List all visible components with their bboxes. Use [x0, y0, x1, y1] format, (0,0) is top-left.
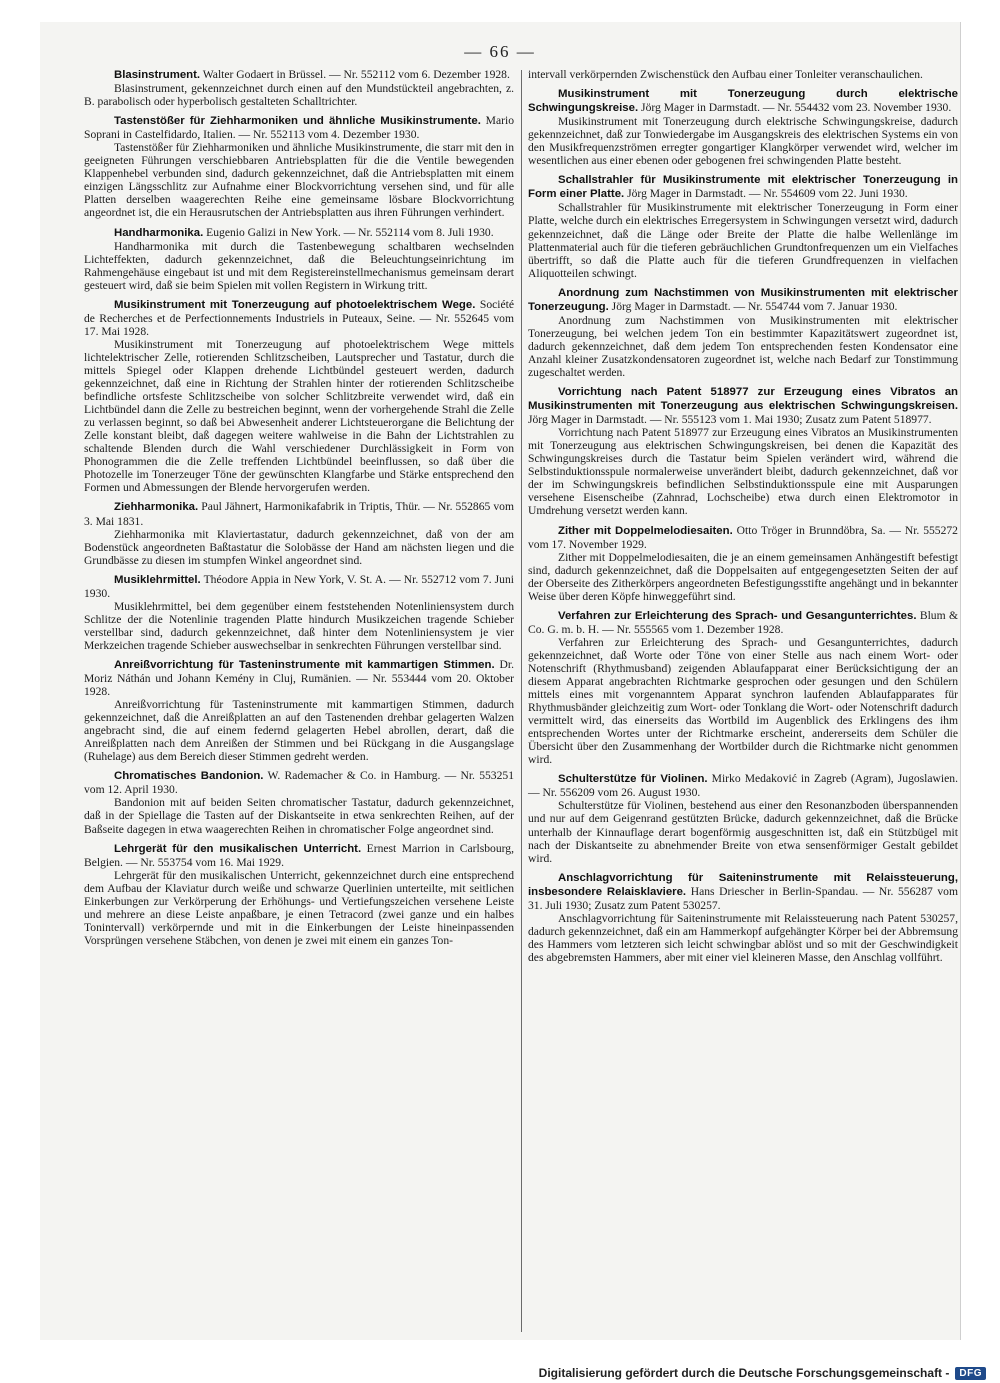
entry-title: Musiklehrmittel. — [114, 573, 201, 586]
entry-title: Handharmonika. — [114, 226, 204, 239]
patent-entry — [84, 114, 514, 219]
entry-claim: Blasinstrument, gekennzeichnet durch einen auf den Mundstückteil angebrachten, z. B. parabolisch oder hyperbolisch gestalteten Schalltrichter. — [84, 82, 514, 109]
entry-heading — [84, 500, 514, 527]
entry-claim: Schulterstütze für Violinen, bestehend aus einer den Resonanzboden überspannenden und nur auf dem Geigenrand gestützten Brücke, dadurch gekennzeichnet, daß die Brücke unterhalb der Kinnauflage derart bogenförmig ausgeschnitten ist, daß ein Stützbügel mit nach der Diskantseite zu abnehmender Breite von etwa sensenförmiger Gestalt gebildet wird. — [528, 799, 958, 865]
entry-applicant: Jörg Mager in Darmstadt. — Nr. 554432 vom 23. November 1930. — [638, 101, 952, 115]
entry-applicant: Société de Recherches et de Perfectionnements Industriels in Puteaux, Seine. — Nr. 552645 vom 17. Mai 1928. — [84, 297, 514, 338]
entry-applicant: W. Rademacher & Co. in Hamburg. — Nr. 553251 vom 12. April 1930. — [84, 769, 514, 797]
entry-applicant: Hans Driescher in Berlin-Spandau. — Nr. 556287 vom 31. Juli 1930; Zusatz zum Patent 530257. — [528, 884, 959, 912]
entry-claim: Verfahren zur Erleichterung des Sprach- und Gesangunterrichtes, dadurch gekennzeichnet, daß Worte oder Töne von einer Stelle aus nach einem Wort- oder Notenschrift (Rhythmusband) zeigenden Ablaufapparat einer Berücksichtigung der an diesem Apparat angebrachten Richtmarke gesprochen oder gesungen und den Schülern mittels eines mit vorgenanntem Apparat synchron laufenden Ablaufapparates für Rhythmusbänder gleichzeitig zum Wort- oder Tonklang die Wort- oder Notenschrift dadurch vermittelt wird, das einerseits das Wortbild im Augenblick des Erklingens des ihm entsprechenden Wortes unter der Richtmarke erscheint, andererseits dem Schüler die Übersicht über den Zusammenhang der Wortbilder durch die Richtmarke nicht genommen wird. — [528, 635, 958, 767]
entry-claim: Lehrgerät für den musikalischen Unterricht, gekennzeichnet durch eine entsprechend dem Aufbau der Klaviatur durch weiße und schwarze Querlinien unterteilte, mit seitlichen Einkerbungen zur Verkörperung der Erhöhungs- und Vertiefungszeichen versehene Leiste und mehrere an diese Leiste anpaßbare, je einen Tetracord (zwei ganze und ein halbes Tonintervall) verkörpernde und mit in die Einkerbungen der Leiste hineinpassenden Vorsprüngen versehene Stäbchen, von denen je zwei mit einem ein ganzes Ton- — [84, 868, 514, 947]
entry-title: Blasinstrument. — [114, 69, 201, 81]
patent-entry — [84, 500, 514, 566]
patent-entry — [528, 87, 958, 167]
entry-applicant: Eugenio Galizi in New York. — Nr. 552114 vom 8. Juli 1930. — [203, 225, 494, 239]
entry-claim: intervall verkörpernden Zwischenstück den Aufbau einer Tonleiter veranschaulichen. — [528, 68, 923, 81]
entry-heading — [84, 573, 514, 600]
entry-title: Lehrgerät für den musikalischen Unterricht. — [114, 842, 362, 855]
page-number: — 66 — — [464, 42, 536, 61]
entry-heading — [528, 772, 958, 799]
entry-applicant: Jörg Mager in Darmstadt. — Nr. 554609 vom 22. Juni 1930. — [624, 187, 908, 201]
entry-title: Schulterstütze für Violinen. — [558, 773, 708, 786]
entry-applicant: Mario Soprani in Castelfidardo, Italien. — Nr. 552113 vom 4. Dezember 1930. — [84, 114, 515, 142]
patent-entry — [528, 524, 958, 603]
entry-claim: Anschlagvorrichtung für Saiteninstrumente mit Relaissteuerung nach Patent 530257, dadurch gekennzeichnet, daß ein am Hammerkopf aufgehängter Körper bei der Abbremsung des Hammers vom letzteren sich leicht schwingbar ablöst und so mit der Geschwindigkeit des abgebremsten Hammers, aber mit einer viel kleineren Masse, den Anschlag vollführt. — [528, 911, 958, 964]
entry-claim: Zither mit Doppelmelodiesaiten, die je an einem gemeinsamen Anhängestift befestigt sind, dadurch gekennzeichnet, daß die Doppelsaiten auf entgegengesetzten Seiten der auf der Oberseite des Zitherkörpers angeordneten Befestigungsstifte angehängt und in bekannter Weise über deren Köpfe hinweggeführt sind. — [528, 550, 958, 603]
entry-title: Vorrichtung nach Patent 518977 zur Erzeugung eines Vibratos an Musikinstrumenten mit Tonerzeugung aus elektrischen Schwingungskreisen. — [528, 386, 958, 413]
left-column — [84, 68, 514, 953]
entry-applicant: Théodore Appia in New York, V. St. A. — Nr. 552712 vom 7. Juni 1930. — [84, 572, 514, 600]
scanned-page — [40, 22, 961, 1340]
patent-entry — [528, 385, 958, 517]
patent-entry — [84, 842, 514, 947]
entry-heading — [84, 658, 514, 698]
entry-claim: Musikinstrument mit Tonerzeugung durch elektrische Schwingungskreise, dadurch gekennzeichnet, daß zur Tonwiedergabe im Ausgangskreis des elektrischen Systems ein von den Musikfrequenzströmen erregter gongartiger Klangkörper verwendet wird, welcher im wesentlichen aus einer ebenen oder gebogenen frei schwingenden Platte besteht. — [528, 115, 958, 168]
entry-heading — [84, 769, 514, 796]
patent-entry — [528, 286, 958, 379]
patent-entry — [84, 226, 514, 292]
entry-title: Ziehharmonika. — [114, 501, 199, 514]
right-column — [528, 68, 958, 970]
entry-applicant: Otto Tröger in Brunndöbra, Sa. — Nr. 555272 vom 17. November 1929. — [528, 523, 958, 551]
entry-heading — [528, 871, 958, 912]
entry-claim: Musikinstrument mit Tonerzeugung auf photoelektrischem Wege mittels lichtelektrischer Zelle, rotierenden Schlitzscheiben, Lautsprecher und Tastatur, durch die mittels Spiegel oder Klappen drehende Lichtbündel gesteuert werden, dadurch gekennzeichnet, daß eine in Richtung der Strahlen hinter der rotierenden Schlitzscheibe befindliche ortsfeste Schlitzscheibe von solcher Schlitzbreite verwendet wird, daß ein Lichtbündel dann die Zelle zu bestreichen beginnt, wenn der vorhergehende Strahl die Zelle zu verlassen beginnt, so daß bei Abwesenheit anderer Lichtsteuerorgane die Belichtung der Zelle konstant bleibt, daß dagegen weitere wahlweise in die Bahn der Lichtstrahlen zu schaltende Blenden durch die Wahl verschiedener Durchlässigkeit in Form von Phonogrammen die die Zelle treffenden Lichtbündel beeinflussen, so daß über die Photozelle im Tonerzeuger Töne der gewünschten Klangfarbe und Stärke entsprechend den Formen und Abmessungen der Blende hervorgerufen werden. — [84, 337, 514, 495]
entry-applicant: Dr. Moriz Náthán und Johann Kemény in Cluj, Rumänien. — Nr. 553444 vom 20. Oktober 1928. — [84, 657, 515, 699]
entry-heading — [84, 842, 514, 869]
entry-claim: Anordnung zum Nachstimmen von Musikinstrumenten mit elektrischer Tonerzeugung, bei welchen jedem Ton ein bestimmter Kapazitätswert zugeordnet ist, dadurch gekennzeichnet, daß dem jedem Ton entsprechenden festen Kondensator eine Anzahl kleiner Zusatzkondensatoren zugeordnet ist, welche nach Bedarf zur Tonstimmung zugeschaltet werden. — [528, 313, 958, 379]
entry-title: Anreißvorrichtung für Tasteninstrumente mit kammartigen Stimmen. — [114, 658, 495, 671]
entry-title: Tastenstößer für Ziehharmoniken und ähnliche Musikinstrumente. — [114, 115, 481, 128]
entry-claim: Vorrichtung nach Patent 518977 zur Erzeugung eines Vibratos an Musikinstrumenten mit Tonerzeugung aus elektrischen Schwingungskreisen, bei denen die Kapazität des Schwingungskreises durch die Tastatur beim Spielen verändert wird, während die Selbstinduktionsspule normalerweise unverändert bleibt, dadurch gekennzeichnet, daß vor der im Schwingungskreis befindlichen Selbstinduktionsspule eine mit Ausparungen versehene Eisenscheibe (Zahnrad, Lochscheibe) etwa durch einen Elektromotor in Umdrehung versetzt werden kann. — [528, 426, 958, 518]
entry-heading — [528, 87, 958, 115]
entry-claim: Ziehharmonika mit Klaviertastatur, dadurch gekennzeichnet, daß von der am Bodenstück angeordneten Baßtastatur die Solobässe der Hand am nächsten liegen und die Grundbässe zu diesen im stumpfen Winkel angeordnet sind. — [84, 527, 514, 567]
patent-entry — [84, 298, 514, 495]
patent-entry — [528, 871, 958, 964]
entry-title: Musikinstrument mit Tonerzeugung auf photoelektrischem Wege. — [114, 298, 476, 311]
entry-heading — [528, 173, 958, 201]
dfg-logo: DFG — [955, 1367, 986, 1380]
funding-footer — [539, 1366, 986, 1380]
entry-applicant: Ernest Marrion in Carlsbourg, Belgien. — Nr. 553754 vom 16. Mai 1929. — [84, 841, 515, 869]
column-divider — [521, 70, 522, 1332]
entry-heading — [528, 286, 958, 314]
patent-entry — [528, 609, 958, 767]
entry-applicant: Jörg Mager in Darmstadt. — Nr. 555123 vom 1. Mai 1930; Zusatz zum Patent 518977. — [528, 413, 932, 427]
patent-entry — [528, 68, 958, 81]
entry-title: Anordnung zum Nachstimmen von Musikinstrumenten mit elektrischer Tonerzeugung. — [528, 286, 958, 313]
entry-heading — [84, 68, 514, 82]
entry-claim: Tastenstößer für Ziehharmoniken und ähnliche Musikinstrumente, die starr mit den in geeigneten Führungen verschiebbaren Antriebsplatten für die die Ventile bewegenden Klappenhebel verbunden sind, dadurch gekennzeichnet, daß die Antriebsplatten mit einem einzigen Längsschlitz zur Aufnahme einer Blockvorrichtung versehen sind, und für alle Platten derselben waagerechten Reihe eine gemeinsame lösbare Blockvorrichtung angeordnet ist, die ein Herausrutschen der Antriebsplatten aus ihren Führungen verhindert. — [84, 141, 514, 220]
patent-entry — [528, 772, 958, 864]
entry-applicant: Paul Jähnert, Harmonikafabrik in Triptis, Thür. — Nr. 552865 vom 3. Mai 1831. — [84, 500, 514, 528]
entry-title: Chromatisches Bandonion. — [114, 770, 264, 783]
entry-applicant: Mirko Medaković in Zagreb (Agram), Jugoslawien. — Nr. 556209 vom 26. August 1930. — [528, 772, 958, 800]
entry-applicant: Walter Godaert in Brüssel. — Nr. 552112 vom 6. Dezember 1928. — [200, 68, 510, 81]
entry-heading — [528, 524, 958, 551]
entry-title: Zither mit Doppelmelodiesaiten. — [558, 524, 733, 537]
entry-heading — [84, 114, 514, 141]
entry-claim: Bandonion mit auf beiden Seiten chromatischer Tastatur, dadurch gekennzeichnet, daß in der Spiellage die Tasten auf der Diskantseite in etwa senkrechten Reihen, auf der Baßseite dagegen in etwa waagerechten Reihen in chromatischer Folge angeordnet sind. — [84, 796, 514, 836]
patent-entry — [84, 658, 514, 763]
entry-heading — [528, 385, 958, 426]
entry-claim: Anreißvorrichtung für Tasteninstrumente mit kammartigen Stimmen, dadurch gekennzeichnet, daß die Anreißplatten an auf den Tastenenden drehbar gelagerten Walzen angebracht sind, die auf einem federnd gelagerten Hebel abrollen, derart, daß die Anreißplatten nach dem Anreißen der Stimmen und bei Rückgang in die Ausgangslage (Ruhelage) aus dem Bereich dieser Stimmen gedreht werden. — [84, 698, 514, 764]
patent-entry — [84, 68, 514, 108]
entry-heading — [84, 226, 514, 240]
entry-claim: Schallstrahler für Musikinstrumente mit elektrischer Tonerzeugung in Form einer Platte, welche durch ein elektrisches Erregersystem in Schwingungen versetzt wird, dadurch gekennzeichnet, daß die Länge oder Breite der Platte die halbe Wellenlänge im Plattenmaterial auch für die tieferen gebräuchlichen Grundtonfrequenzen um ein Vielfaches übertrifft, so daß die Platte auch für die tieferen Grundfrequenzen in vielfachen Aliquotteilen schwingt. — [528, 201, 958, 280]
entry-applicant: Blum & Co. G. m. b. H. — Nr. 555565 vom 1. Dezember 1928. — [528, 608, 958, 636]
entry-title: Musikinstrument mit Tonerzeugung durch elektrische Schwingungskreise. — [528, 88, 958, 115]
footer-text: Digitalisierung gefördert durch die Deutsche Forschungsgemeinschaft - — [538, 1366, 950, 1380]
entry-applicant: Jörg Mager in Darmstadt. — Nr. 554744 vom 7. Januar 1930. — [608, 299, 898, 313]
entry-heading — [84, 298, 514, 338]
patent-entry — [528, 173, 958, 279]
entry-title: Schallstrahler für Musikinstrumente mit elektrischer Tonerzeugung in Form einer Platte. — [528, 174, 958, 201]
patent-entry — [84, 769, 514, 835]
entry-claim: Musiklehrmittel, bei dem gegenüber einem feststehenden Notenliniensystem durch Schlitze der die Notenlinie tragenden Platte hindurch Musikzeichen tragende Schieber verstellbar sind, dadurch gekennzeichnet, daß hinter dem Notenliniensystem je vier Merkzeichen tragende Schieber auswechselbar in senkrechten Führungen verstellbar sind. — [84, 599, 514, 652]
entry-title: Verfahren zur Erleichterung des Sprach- und Gesangunterrichtes. — [558, 609, 917, 622]
entry-title: Anschlagvorrichtung für Saiteninstrumente mit Relaissteuerung, insbesondere Relaisklaviere. — [528, 871, 958, 898]
patent-entry — [84, 573, 514, 652]
entry-claim: Handharmonika mit durch die Tastenbewegung schaltbaren wechselnden Lichteffekten, dadurch gekennzeichnet, daß die Beleuchtungseinrichtung im Rahmengehäuse eingebaut ist und mit dem Registereinstellmechanismus gemeinsam derart gesteuert wird, daß sie beim Spielen mit vollen Registern in Wirkung tritt. — [84, 239, 514, 292]
entry-heading — [528, 609, 958, 636]
